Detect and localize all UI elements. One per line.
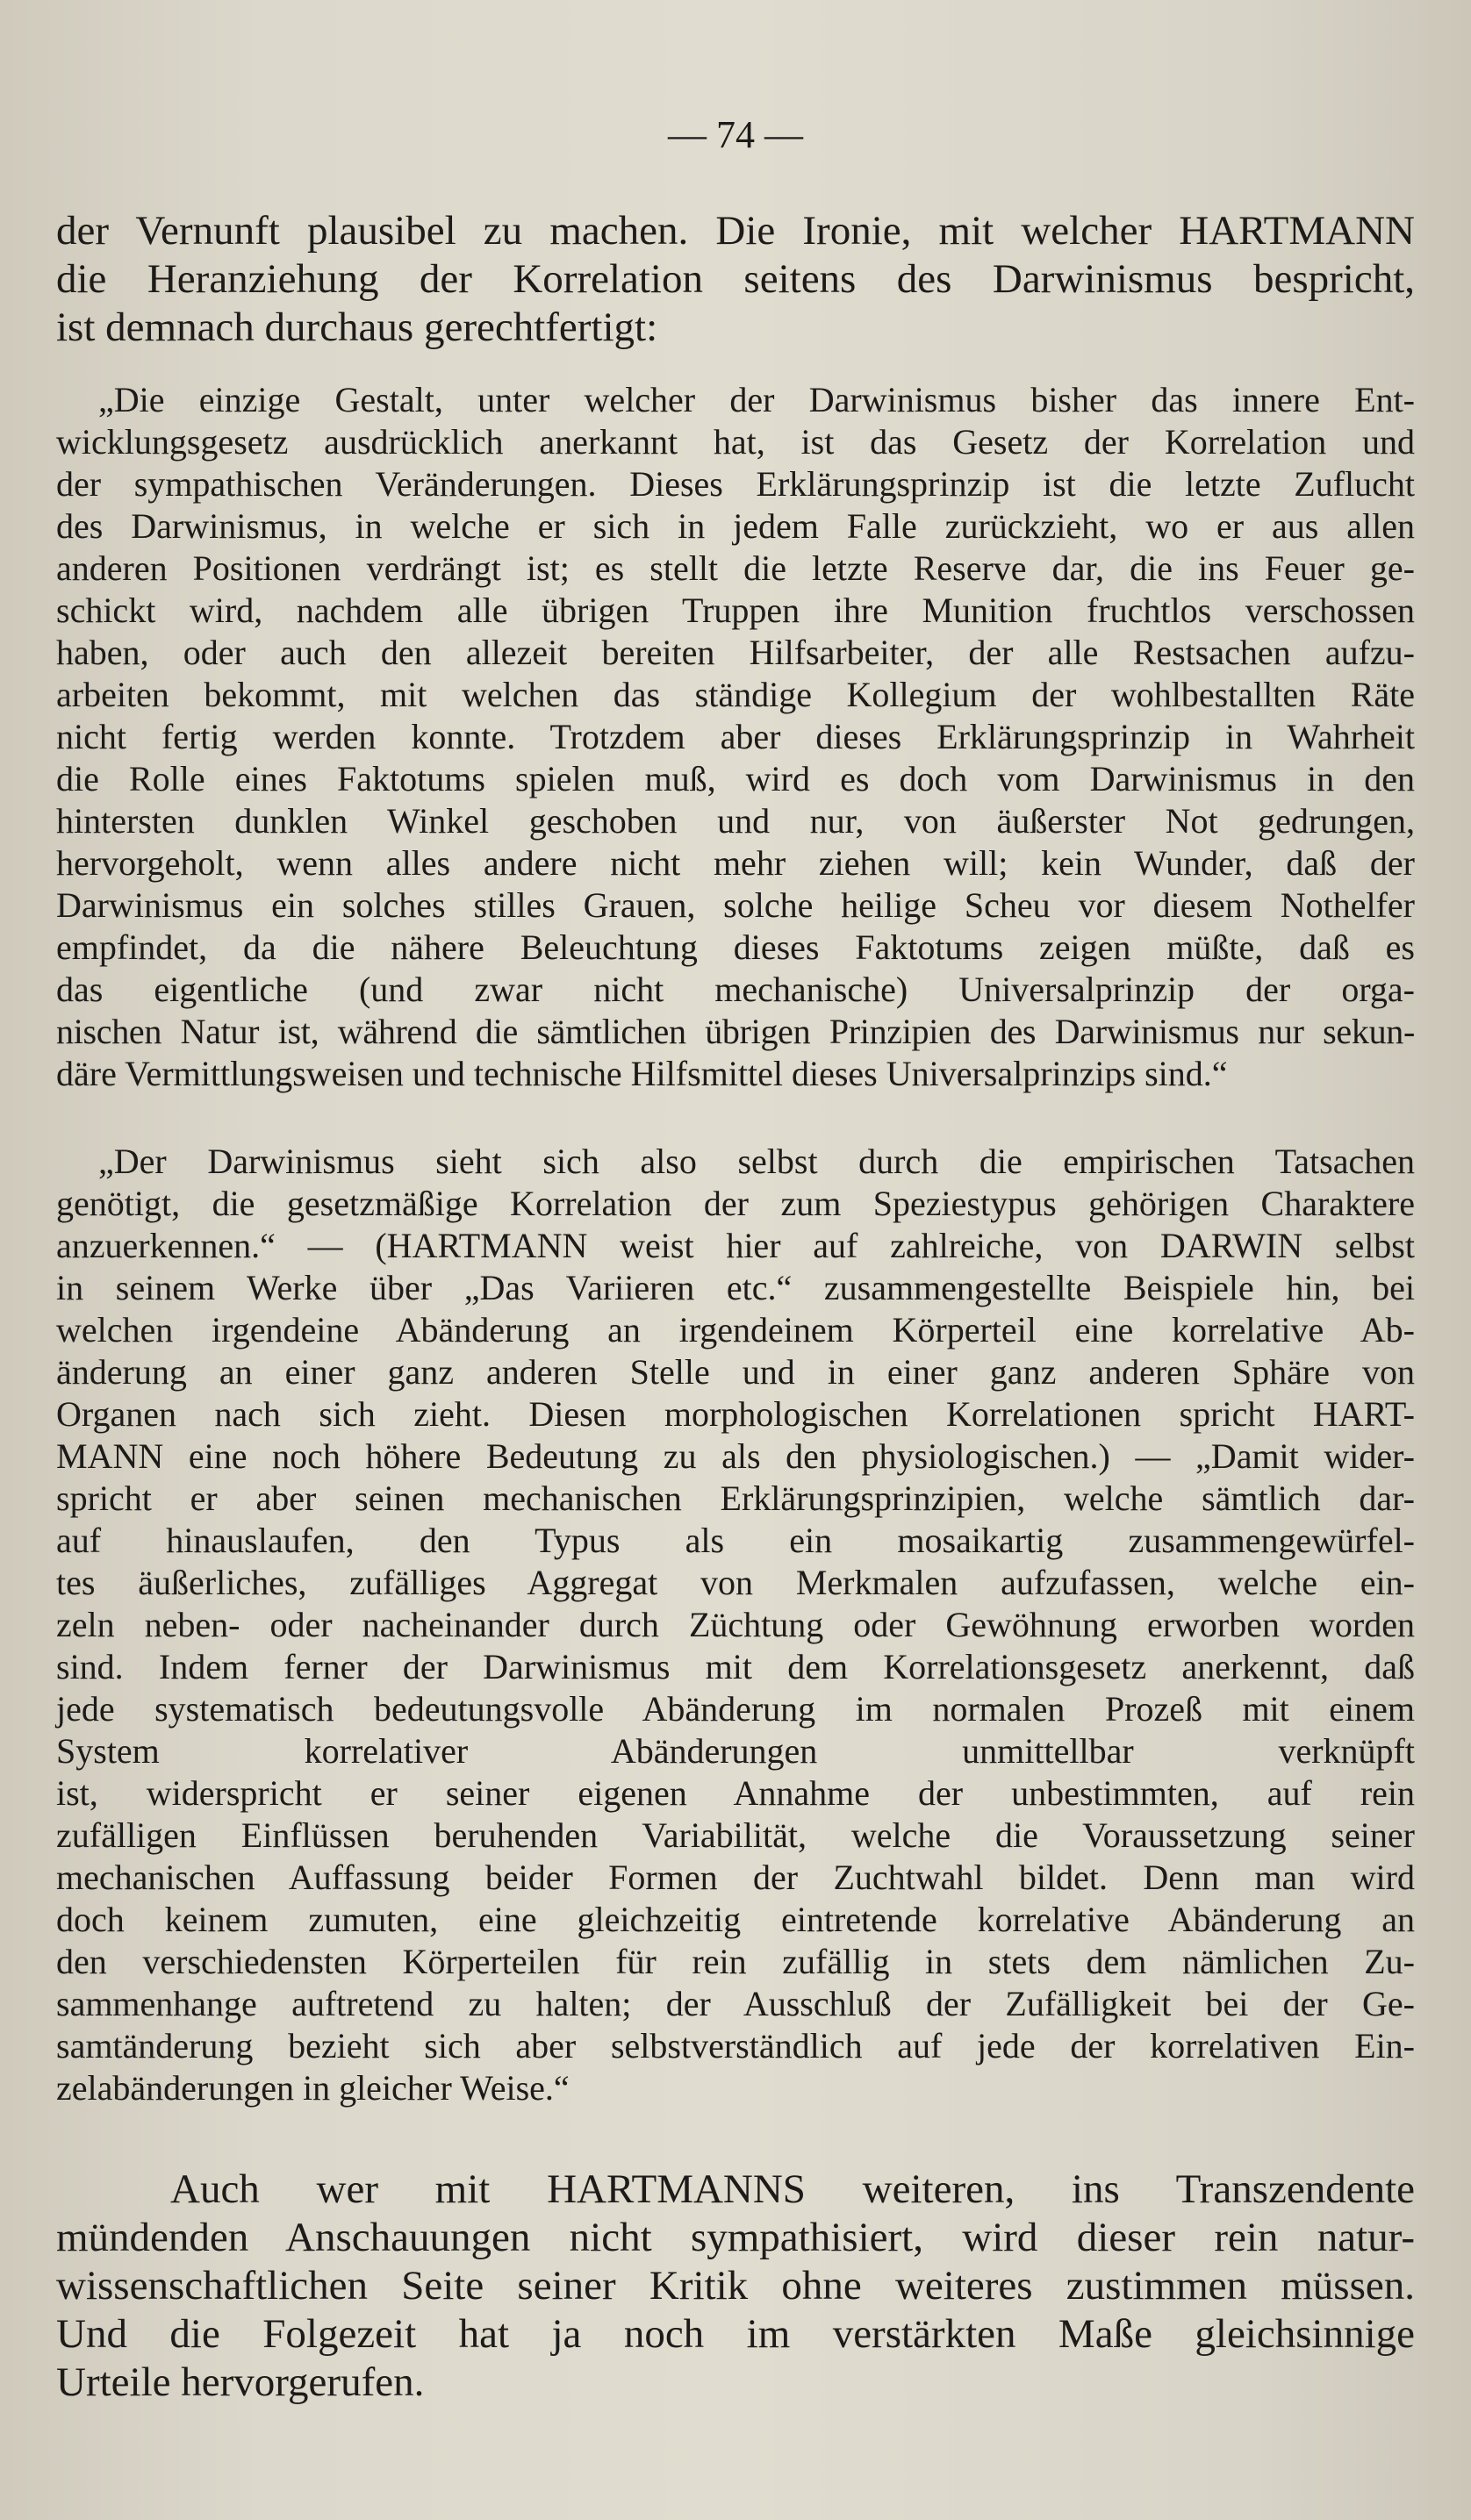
text-line: Urteile hervorgerufen. [56, 2359, 425, 2405]
quote-paragraph-1 [56, 379, 1415, 1095]
text-line: MANN eine noch höhere Bedeutung zu als den physiologischen.) — „Damit wider- [56, 1436, 1415, 1476]
text-line: arbeiten bekommt, mit welchen das ständige Kollegium der wohlbestallten Räte [56, 675, 1415, 714]
text-line: die Rolle eines Faktotums spielen muß, wird es doch vom Darwinismus in den [56, 759, 1415, 798]
text-line: wissenschaftlichen Seite seiner Kritik ohne weiteres zustimmen müssen. [56, 2263, 1415, 2309]
text-line: den verschiedensten Körperteilen für rein zufällig in stets dem nämlichen Zu- [56, 1942, 1415, 1981]
text-line: empfindet, da die nähere Beleuchtung dieses Faktotums zeigen müßte, daß es [56, 927, 1415, 967]
text-line: mündenden Anschauungen nicht sympathisiert, wird dieser rein natur- [56, 2215, 1415, 2260]
text-line: hervorgeholt, wenn alles andere nicht mehr ziehen will; kein Wunder, daß der [56, 843, 1415, 883]
text-line: das eigentliche (und zwar nicht mechanische) Universalprinzip der orga- [56, 970, 1415, 1009]
text-line: hintersten dunklen Winkel geschoben und nur, von äußerster Not gedrungen, [56, 801, 1415, 841]
text-line: zelabänderungen in gleicher Weise.“ [56, 2068, 570, 2108]
text-line: der Vernunft plausibel zu machen. Die Ironie, mit welcher HARTMANN [56, 208, 1415, 254]
text-line: ist, widerspricht er seiner eigenen Annahme der unbestimmten, auf rein [56, 1773, 1415, 1813]
text-line: samtänderung bezieht sich aber selbstverständlich auf jede der korrelativen Ein- [56, 2026, 1415, 2065]
text-line: zeln neben- oder nacheinander durch Züchtung oder Gewöhnung erworben worden [56, 1605, 1415, 1644]
text-line: tes äußerliches, zufälliges Aggregat von Merkmalen aufzufassen, welche ein- [56, 1563, 1415, 1602]
text-line: nischen Natur ist, während die sämtlichen übrigen Prinzipien des Darwinismus nur sekun- [56, 1012, 1415, 1051]
text-line: sammenhange auftretend zu halten; der Ausschluß der Zufälligkeit bei der Ge- [56, 1984, 1415, 2023]
text-line: jede systematisch bedeutungsvolle Abänderung im normalen Prozeß mit einem [56, 1689, 1415, 1729]
text-line: haben, oder auch den allezeit bereiten Hilfsarbeiter, der alle Restsachen aufzu- [56, 633, 1415, 672]
intro-paragraph [56, 207, 1415, 352]
text-line: schickt wird, nachdem alle übrigen Truppen ihre Munition fruchtlos verschossen [56, 591, 1415, 630]
quote-paragraph-2 [56, 1141, 1415, 2109]
text-line: in seinem Werke über „Das Variieren etc.“ zusammengestellte Beispiele hin, bei [56, 1268, 1415, 1307]
text-line: sind. Indem ferner der Darwinismus mit dem Korrelationsgesetz anerkennt, daß [56, 1647, 1415, 1686]
text-line: der sympathischen Veränderungen. Dieses Erklärungsprinzip ist die letzte Zuflucht [56, 464, 1415, 504]
page-number: — 74 — [668, 113, 803, 156]
text-line: „Der Darwinismus sieht sich also selbst durch die empirischen Tatsachen [98, 1142, 1415, 1181]
text-line: Darwinismus ein solches stilles Grauen, solche heilige Scheu vor diesem Nothelfer [56, 885, 1415, 925]
text-line: mechanischen Auffassung beider Formen der Zuchtwahl bildet. Denn man wird [56, 1858, 1415, 1897]
text-line: genötigt, die gesetzmäßige Korrelation der zum Speziestypus gehörigen Charaktere [56, 1184, 1415, 1223]
text-line: änderung an einer ganz anderen Stelle und in einer ganz anderen Sphäre von [56, 1352, 1415, 1392]
text-line: des Darwinismus, in welche er sich in jedem Falle zurückzieht, wo er aus allen [56, 506, 1415, 546]
text-line: welchen irgendeine Abänderung an irgendeinem Körperteil eine korrelative Ab- [56, 1310, 1415, 1349]
text-line: Auch wer mit HARTMANNS weiteren, ins Transzendente [170, 2166, 1415, 2212]
text-line: zufälligen Einflüssen beruhenden Variabilität, welche die Voraussetzung seiner [56, 1815, 1415, 1855]
text-line: Organen nach sich zieht. Diesen morphologischen Korrelationen spricht HART- [56, 1394, 1415, 1434]
text-line: doch keinem zumuten, eine gleichzeitig eintretende korrelative Abänderung an [56, 1900, 1415, 1939]
text-line: wicklungsgesetz ausdrücklich anerkannt hat, ist das Gesetz der Korrelation und [56, 422, 1415, 462]
text-line: anzuerkennen.“ — (HARTMANN weist hier auf zahlreiche, von DARWIN selbst [56, 1226, 1415, 1265]
text-line: anderen Positionen verdrängt ist; es stellt die letzte Reserve dar, die ins Feuer ge- [56, 548, 1415, 588]
text-line: „Die einzige Gestalt, unter welcher der Darwinismus bisher das innere Ent- [98, 380, 1415, 419]
text-line: Und die Folgezeit hat ja noch im verstärkten Maße gleichsinnige [56, 2311, 1415, 2357]
text-line: ist demnach durchaus gerechtfertigt: [56, 304, 658, 350]
closing-paragraph [56, 2166, 1415, 2407]
text-line: spricht er aber seinen mechanischen Erklärungsprinzipien, welche sämtlich dar- [56, 1478, 1415, 1518]
text-line: däre Vermittlungsweisen und technische Hilfsmittel dieses Universalprinzips sind.“ [56, 1054, 1228, 1093]
text-line: die Heranziehung der Korrelation seitens des Darwinismus bespricht, [56, 256, 1415, 302]
text-line: nicht fertig werden konnte. Trotzdem aber dieses Erklärungsprinzip in Wahrheit [56, 717, 1415, 756]
text-line: auf hinauslaufen, den Typus als ein mosaikartig zusammengewürfel- [56, 1521, 1415, 1560]
text-line: System korrelativer Abänderungen unmittellbar verknüpft [56, 1731, 1415, 1771]
